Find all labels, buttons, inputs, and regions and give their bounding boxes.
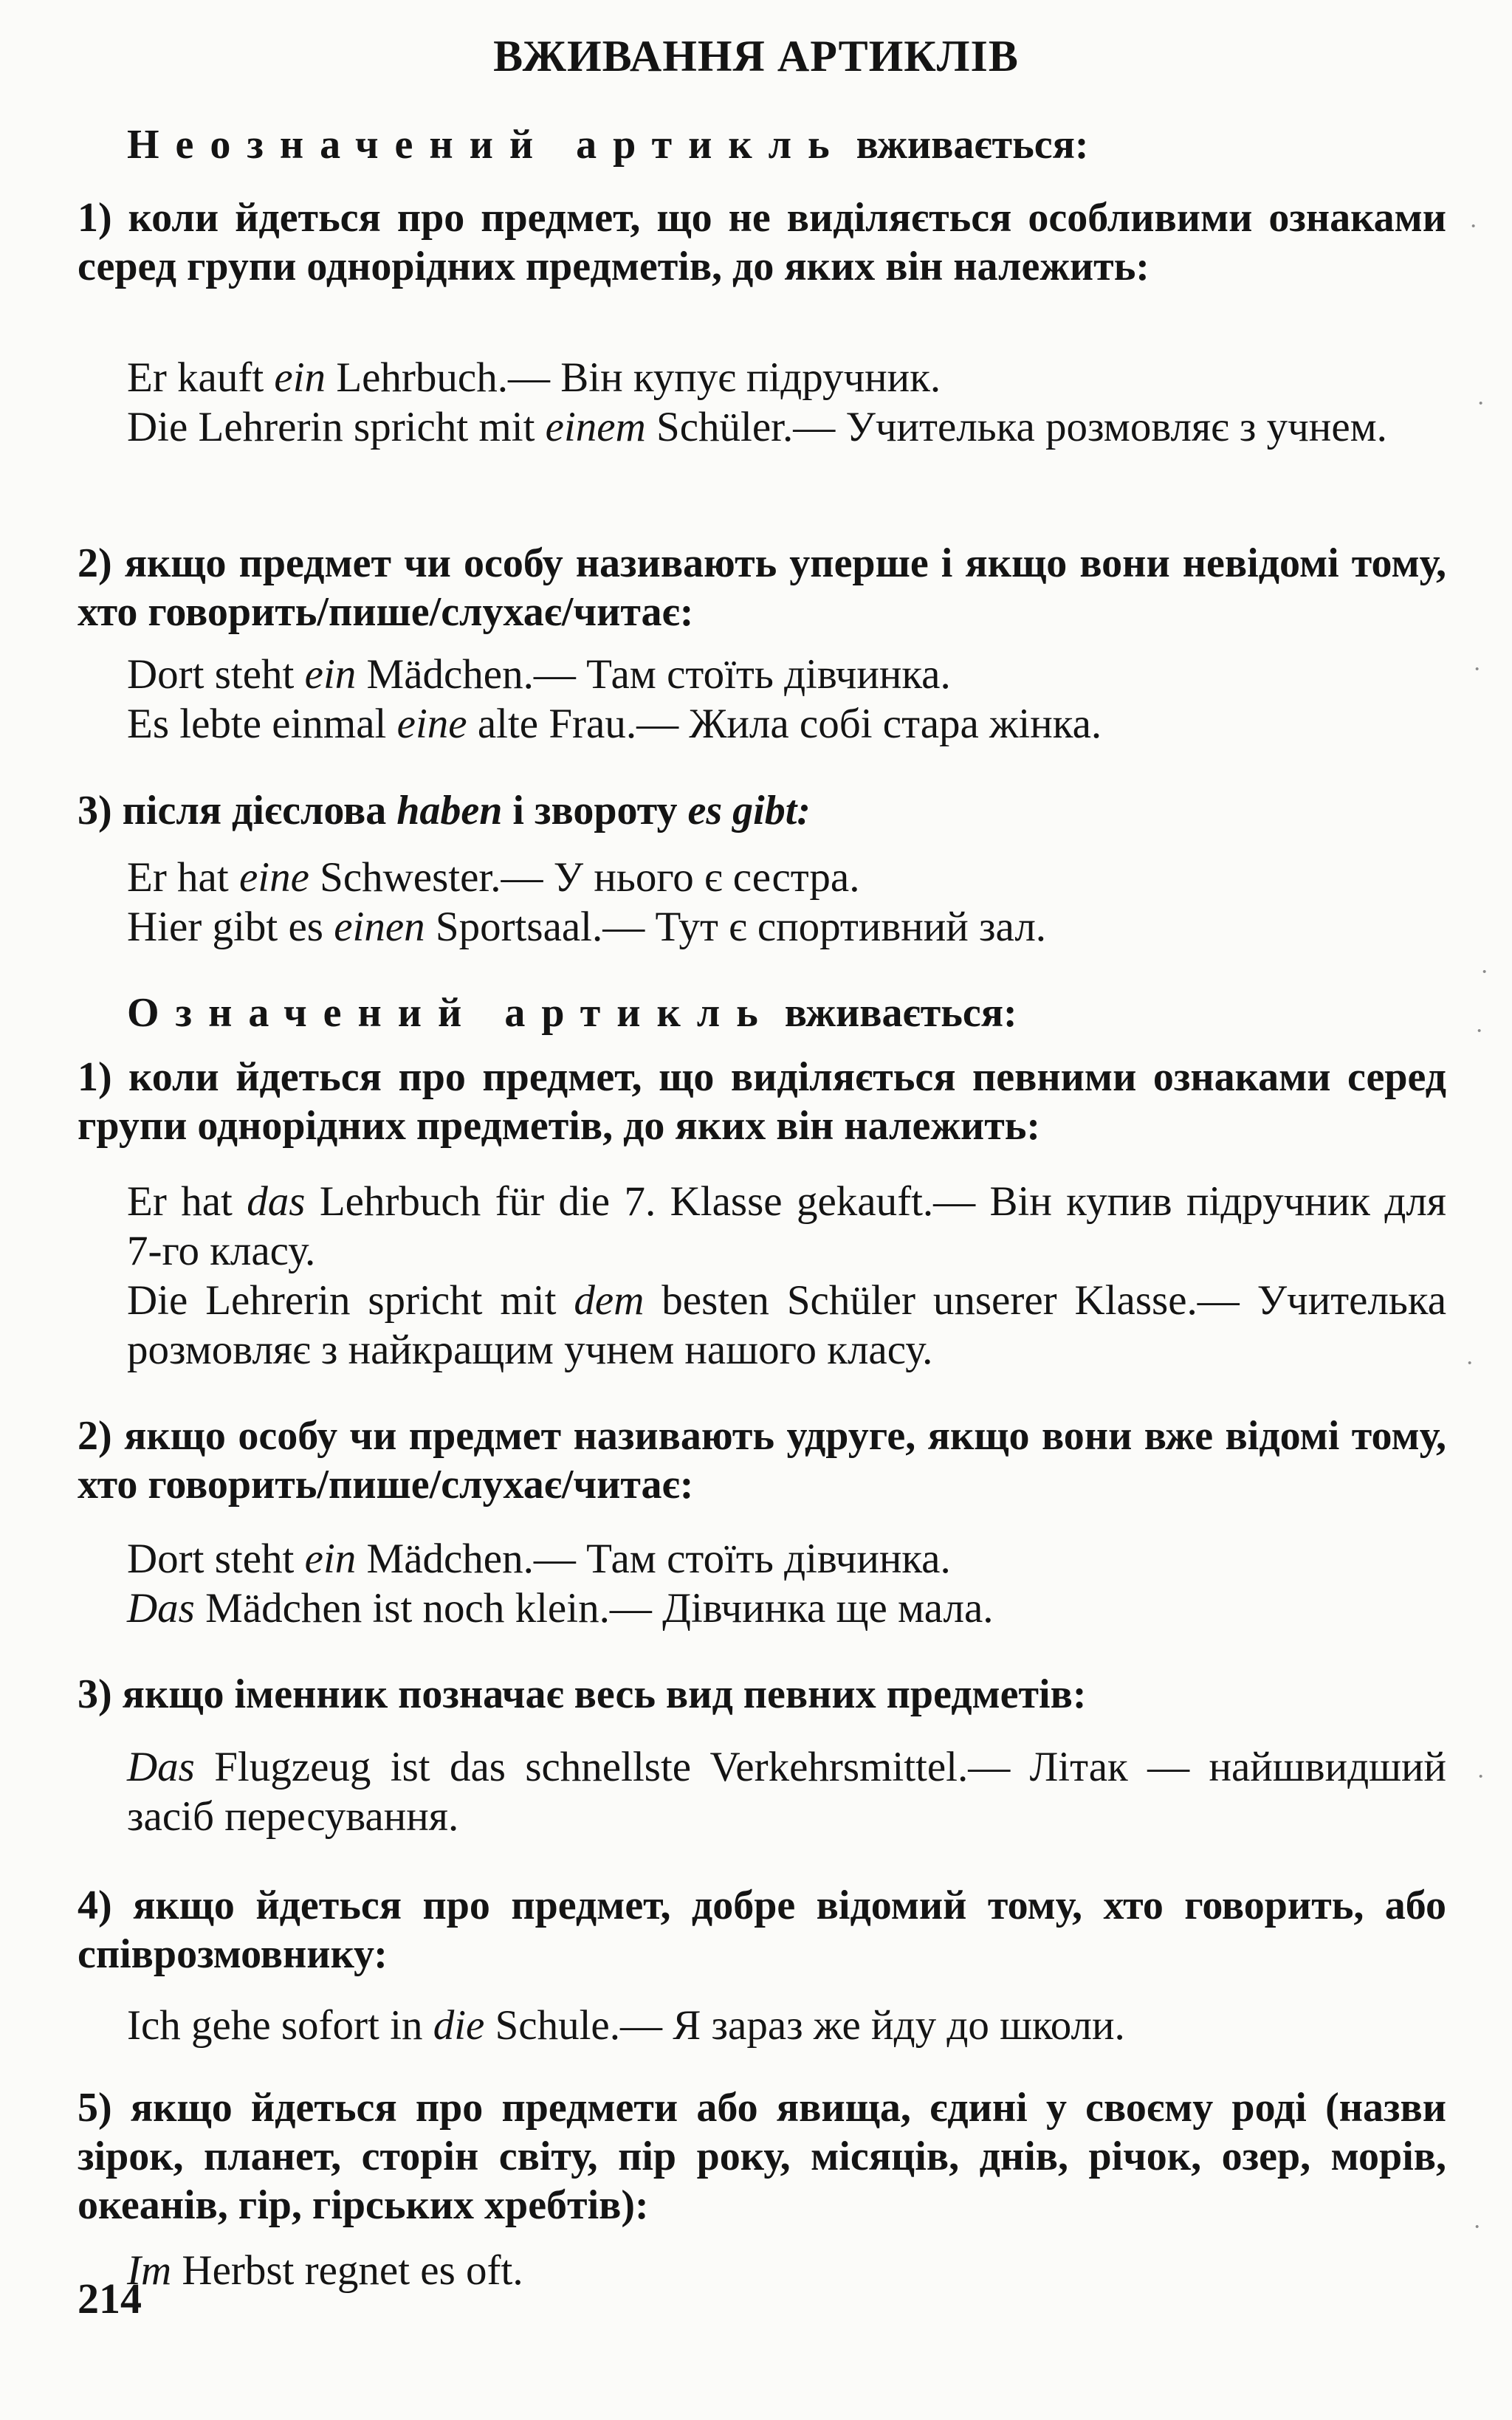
example-line: Das Flugzeug ist das schnellste Verkehrsmittel.— Літак — найшвидший засіб пересування. bbox=[127, 1744, 1446, 1840]
speck-mark: · bbox=[1477, 390, 1485, 417]
example-line: Dort steht ein Mädchen.— Там стоїть дівчинка. bbox=[127, 1536, 951, 1582]
article-word: Das bbox=[127, 1744, 195, 1790]
article-word: Im bbox=[127, 2247, 172, 2294]
article-word: ein bbox=[304, 1536, 357, 1582]
definite-heading-term: Означений артикль bbox=[127, 990, 774, 1036]
example-line: Hier gibt es einen Sportsaal.— Тут є спортивний зал. bbox=[127, 904, 1047, 950]
article-word: die bbox=[433, 2002, 485, 2049]
definite-rule-1: 1) коли йдеться про предмет, що виділяється певними ознаками серед групи однорідних предметів, до яких він належить: bbox=[78, 1054, 1446, 1149]
example-line: Die Lehrerin spricht mit einem Schüler.— Учителька розмовляє з учнем. bbox=[127, 404, 1387, 450]
definite-rule-2: 2) якщо особу чи предмет називають удруге, якщо вони вже відомі тому, хто говорить/пише/слухає/читає: bbox=[78, 1413, 1446, 1508]
example-line: Er kauft ein Lehrbuch.— Він купує підручник. bbox=[127, 354, 941, 401]
example-line: Es lebte einmal eine alte Frau.— Жила собі стара жінка. bbox=[127, 701, 1102, 747]
indefinite-heading bbox=[127, 118, 1089, 171]
article-word: eine bbox=[396, 701, 467, 747]
example-line: Er hat eine Schwester.— У нього є сестра. bbox=[127, 854, 860, 901]
example-line: Im Herbst regnet es oft. bbox=[127, 2247, 523, 2294]
definite-rule-4: 4) якщо йдеться про предмет, добре відомий тому, хто говорить, або співрозмовнику: bbox=[78, 1883, 1446, 1977]
definite-rule-1-examples bbox=[127, 1177, 1446, 1375]
article-word: dem bbox=[574, 1277, 645, 1324]
example-line: Dort steht ein Mädchen.— Там стоїть дівчинка. bbox=[127, 651, 951, 698]
indefinite-rule-3-examples bbox=[127, 853, 1446, 952]
speck-mark: · bbox=[1477, 1763, 1485, 1790]
article-word: einem bbox=[545, 404, 646, 450]
indefinite-heading-rest: вживається: bbox=[845, 122, 1089, 168]
article-word: einen bbox=[334, 904, 425, 950]
speck-mark: · bbox=[1465, 1350, 1474, 1377]
example-line: Das Mädchen ist noch klein.— Дівчинка ще мала. bbox=[127, 1585, 994, 1632]
example-line: Er hat das Lehrbuch für die 7. Klasse gekauft.— Він купив підручник для 7-го класу. bbox=[127, 1178, 1447, 1274]
article-word: eine bbox=[238, 854, 309, 901]
definite-rule-3: 3) якщо іменник позначає весь вид певних предметів: bbox=[78, 1671, 1087, 1717]
definite-heading bbox=[127, 986, 1017, 1039]
indefinite-rule-3: 3) після дієслова haben і звороту es gibt: bbox=[78, 788, 811, 833]
definite-rule-5: 5) якщо йдеться про предмети або явища, єдині у своєму роді (назви зірок, планет, сторін світу, пір року, місяців, днів, річок, озер, морів, океанів, гір, гірських хребтів): bbox=[78, 2085, 1446, 2228]
page-number: 214 bbox=[78, 2275, 142, 2323]
definite-heading-rest: вживається: bbox=[774, 990, 1017, 1036]
speck-mark: · bbox=[1473, 656, 1482, 683]
example-line: Ich gehe sofort in die Schule.— Я зараз же йду до школи. bbox=[127, 2002, 1125, 2049]
speck-mark: · bbox=[1475, 1017, 1484, 1045]
article-word: das bbox=[247, 1178, 306, 1225]
indefinite-heading-term: Неозначений артикль bbox=[127, 122, 846, 168]
page-title: ВЖИВАННЯ АРТИКЛІВ bbox=[493, 32, 1019, 80]
article-word: ein bbox=[274, 354, 326, 401]
speck-mark: · bbox=[1469, 213, 1478, 240]
indefinite-rule-2: 2) якщо предмет чи особу називають уперше і якщо вони невідомі тому, хто говорить/пише/слухає/читає: bbox=[78, 540, 1446, 635]
indefinite-rule-1-examples bbox=[127, 353, 1446, 452]
indefinite-rule-2-examples bbox=[127, 650, 1446, 749]
definite-rule-2-examples bbox=[127, 1534, 1446, 1633]
example-line: Die Lehrerin spricht mit dem besten Schüler unserer Klasse.— Учителька розмовляє з найкращим учнем нашого класу. bbox=[127, 1277, 1446, 1373]
definite-rule-5-examples bbox=[127, 2246, 1446, 2295]
speck-mark: · bbox=[1473, 2213, 1482, 2241]
speck-mark: · bbox=[1480, 958, 1489, 986]
article-word: Das bbox=[127, 1585, 195, 1632]
indefinite-rule-1: 1) коли йдеться про предмет, що не виділяється особливими ознаками серед групи однорідних предметів, до яких він належить: bbox=[78, 195, 1446, 289]
definite-rule-3-examples bbox=[127, 1742, 1446, 1841]
article-word: ein bbox=[304, 651, 357, 698]
definite-rule-4-examples bbox=[127, 2001, 1446, 2050]
